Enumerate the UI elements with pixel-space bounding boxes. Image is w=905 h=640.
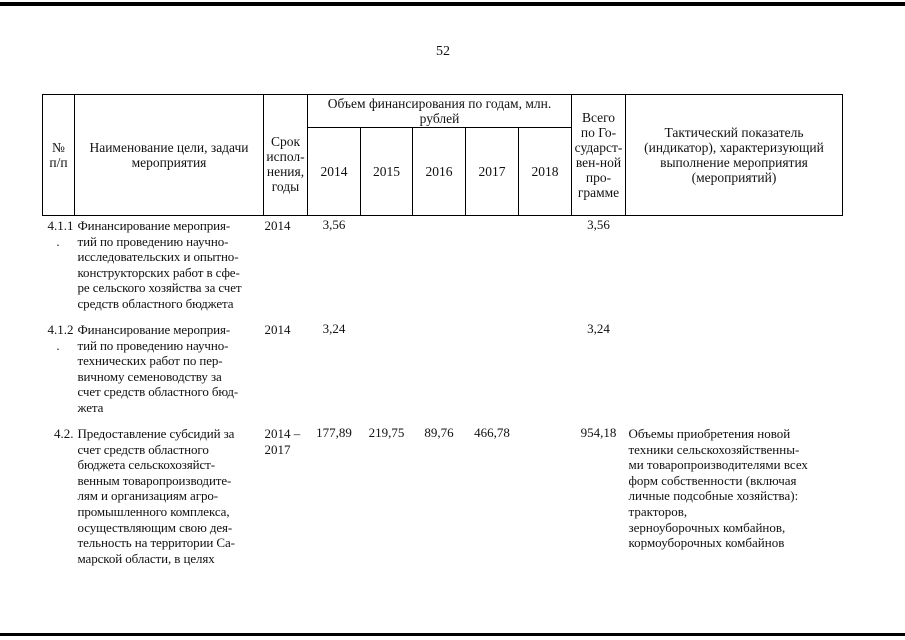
header-name: Наименование цели, задачи мероприятия [75, 95, 264, 216]
row-value-2015 [361, 216, 413, 321]
row-value-2015: 219,75 [368, 425, 405, 440]
row-number: 4.1.1 . [47, 218, 74, 249]
row-indicator: Объемы приобретения новой техники сельскохозяйственны- ми товаропроизводителями всех форм собственности (включая личные подсобные хозяйства): тракторов, зерноуборочных комбайнов, кормоуборочных комбайнов [628, 426, 808, 551]
table-row [43, 320, 843, 424]
row-value-2016 [413, 320, 466, 424]
row-value-2017: 466,78 [474, 425, 510, 440]
row-value-2016 [413, 216, 466, 321]
row-value-2018 [519, 216, 572, 321]
program-table [42, 94, 843, 576]
row-name: Финансирование мероприя- тий по проведению научно- технических работ по пер- вичному семеноводству за счет средств областного бюд- жета [77, 322, 239, 415]
row-total: 3,56 [587, 217, 610, 232]
row-value-2017 [466, 216, 519, 321]
header-year-2016: 2016 [413, 128, 466, 216]
top-rule [0, 2, 905, 6]
page-number: 52 [436, 44, 450, 59]
header-num: № п/п [43, 95, 75, 216]
header-year-2017: 2017 [466, 128, 519, 216]
row-value-2018 [519, 424, 572, 576]
row-term: 2014 – 2017 [264, 426, 301, 457]
row-number: 4.1.2 . [47, 322, 74, 353]
header-total: Всего по Го-сударст-вен-ной про-грамме [572, 95, 626, 216]
row-value-2014: 3,24 [322, 321, 346, 336]
header-term: Срок испол-нения, годы [264, 95, 308, 216]
row-name: Предоставление субсидий за счет средств областного бюджета сельскохозяйст- венным товаропроизводите- лям и организациям агро- промышленного комплекса, осуществляющим свою дея- тельность на территории Са- марской области, в целях [77, 426, 235, 566]
row-value-2015 [361, 320, 413, 424]
row-indicator [626, 216, 843, 321]
row-value-2014: 3,56 [322, 217, 346, 232]
header-indicator: Тактический показатель (индикатор), характеризующий выполнение мероприятия (мероприятий) [626, 95, 843, 216]
table-row [43, 424, 843, 576]
row-value-2014: 177,89 [316, 425, 352, 440]
header-year-2014: 2014 [308, 128, 361, 216]
row-term: 2014 [264, 218, 291, 233]
row-number: 4.2. [54, 426, 74, 441]
row-total: 954,18 [580, 425, 617, 440]
bottom-rule [0, 633, 905, 636]
table-row [43, 216, 843, 321]
row-name: Финансирование мероприя- тий по проведению научно- исследовательских и опытно- конструкторских работ в сфе- ре сельского хозяйства за счет средств областного бюджета [77, 218, 242, 311]
row-term: 2014 [264, 322, 291, 337]
row-value-2016: 89,76 [424, 425, 454, 440]
header-year-2015: 2015 [361, 128, 413, 216]
row-value-2017 [466, 320, 519, 424]
row-indicator [626, 320, 843, 424]
row-value-2018 [519, 320, 572, 424]
header-year-2018: 2018 [519, 128, 572, 216]
row-total: 3,24 [587, 321, 610, 336]
header-funding: Объем финансирования по годам, млн. рублей [308, 95, 572, 128]
